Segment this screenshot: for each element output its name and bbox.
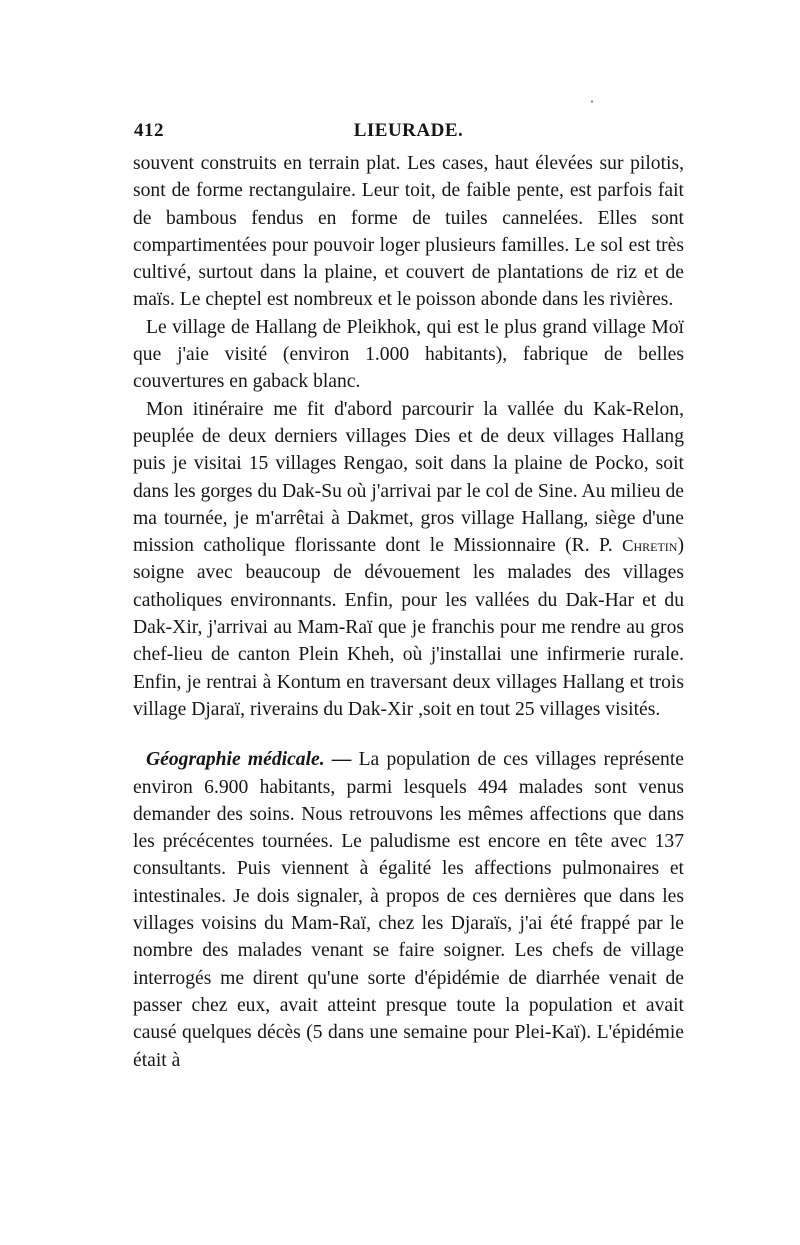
book-page <box>133 116 684 1074</box>
paragraph-houses <box>133 150 684 314</box>
section-dash: — <box>324 749 359 771</box>
paragraph-houses-text: souvent construits en terrain plat. Les cases, haut élevées sur pilotis, sont de forme rectangulaire. Leur toit, de faible pente, est parfois fait de bambous fendus en forme de tuiles cannelées. Elles sont compartimentées pour pouvoir loger plusieurs familles. Le sol est très cultivé, surtout dans la plaine, et couvert de plantations de riz et de maïs. Le cheptel est nombreux et le poisson abonde dans les rivières. <box>133 153 684 311</box>
running-title: LIEURADE. <box>353 120 464 141</box>
section-medical-geography <box>133 746 684 1074</box>
scan-speck <box>591 100 593 103</box>
section-title: Géographie médicale. <box>146 749 325 771</box>
page-number: 412 <box>134 120 164 141</box>
section-text: La population de ces villages représente environ 6.900 habitants, parmi lesquels 494 malades sont venus demander des soins. Nous retrouvons les mêmes affections que dans les précécentes tournées. Le paludisme est encore en tête avec 137 consultants. Puis viennent à égalité les affections pulmonaires et intestinales. Je dois signaler, à propos de ces dernières que dans les villages voisins du Mam-Raï, chez les Djaraïs, j'ai été frappé par le nombre des malades venant se faire soigner. Les chefs de village interrogés me dirent qu'une sorte d'épidémie de diarrhée venait de passer chez eux, avait atteint presque toute la population et avait causé quelques décès (5 dans une semaine pour Plei-Kaï). L'épidémie était à <box>133 749 684 1071</box>
missionary-name: Chretin <box>622 536 678 556</box>
paragraph-hallang-village-text: Le village de Hallang de Pleikhok, qui est le plus grand village Moï que j'aie visité (environ 1.000 habitants), fabrique de belles couvertures en gaback blanc. <box>133 316 684 393</box>
paragraph-itinerary-text-end: ) soigne avec beaucoup de dévouement les malades des villages catholiques environnants. Enfin, pour les vallées du Dak-Har et du Dak-Xir, j'arrivai au Mam-Raï que je franchis pour me rendre au gros chef-lieu de canton Plein Kheh, où j'installai une infirmerie rurale. Enfin, je rentrai à Kontum en traversant deux villages Hallang et trois village Djaraï, riverains du Dak-Xir ,soit en tout 25 villages visités. <box>133 535 684 720</box>
paragraph-itinerary-text-start: Mon itinéraire me fit d'abord parcourir la vallée du Kak-Relon, peuplée de deux derniers villages Dies et de deux villages Hallang puis je visitai 15 villages Rengao, soit dans la plaine de Pocko, soit dans les gorges du Dak-Su où j'arrivai par le col de Sine. Au milieu de ma tournée, je m'arrêtai à Dakmet, gros village Hallang, siège d'une mission catholique florissante dont le Missionnaire (R. P. <box>133 398 684 557</box>
running-head <box>133 116 684 150</box>
paragraph-hallang-village <box>133 314 684 396</box>
paragraph-itinerary <box>133 396 684 724</box>
